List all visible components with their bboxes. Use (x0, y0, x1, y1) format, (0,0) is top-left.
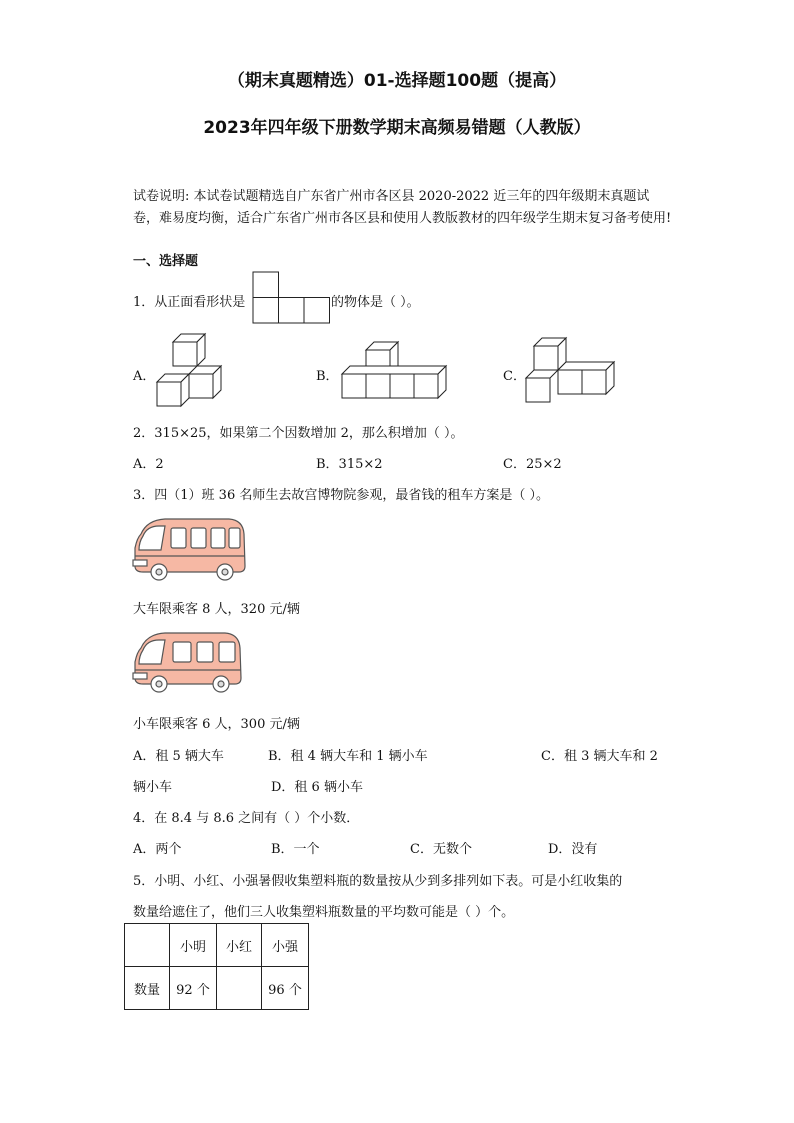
table-cell: 92 个 (170, 967, 217, 1010)
q4-option-a[interactable]: A．两个 (133, 842, 182, 857)
page-title: （期末真题精选）01-选择题100题（提高） (227, 71, 567, 91)
small-bus-image (131, 628, 245, 694)
small-bus-label: 小车限乘客 6 人，300 元/辆 (133, 717, 300, 732)
big-bus-image (131, 514, 249, 582)
table-header-cell: 小明 (170, 924, 217, 967)
q5-stem-line1: 5．小明、小红、小强暑假收集塑料瓶的数量按从少到多排列如下表。可是小红收集的 (133, 874, 623, 889)
table-header-cell (125, 924, 170, 967)
page-subtitle: 2023年四年级下册数学期末高频易错题（人教版） (203, 118, 591, 138)
intro-text: 试卷说明: 本试卷试题精选自广东省广州市各区县 2020-2022 近三年的四年级期末真题试卷，难易度均衡，适合广东省广州市各区县和使用人教版教材的四年级学生期末复习备考使用! (133, 189, 672, 226)
table-header-cell: 小红 (217, 924, 262, 967)
section-title: 一、选择题 (133, 254, 199, 269)
q1-option-b[interactable]: B． (316, 369, 339, 384)
q1-option-c-figure (524, 338, 618, 406)
q4-option-c[interactable]: C．无数个 (410, 842, 472, 857)
q3-option-b[interactable]: B．租 4 辆大车和 1 辆小车 (268, 749, 428, 764)
q5-table (124, 923, 309, 1010)
q1-front-view-shape (252, 271, 332, 327)
q3-option-c[interactable]: C．租 3 辆大车和 2 (541, 749, 658, 764)
q3-option-a[interactable]: A．租 5 辆大车 (133, 749, 224, 764)
q1-option-a-figure (155, 334, 227, 412)
q3-option-d[interactable]: D．租 6 辆小车 (271, 780, 363, 795)
table-header-row (125, 924, 309, 967)
big-bus-label: 大车限乘客 8 人，320 元/辆 (133, 602, 300, 617)
q1-stem-after: 的物体是（ ）。 (331, 295, 420, 310)
table-cell: 96 个 (262, 967, 309, 1010)
q2-option-b[interactable]: B．315×2 (316, 457, 383, 472)
q1-option-c[interactable]: C． (503, 369, 526, 384)
q5-stem-line2: 数量给遮住了，他们三人收集塑料瓶数量的平均数可能是（ ）个。 (133, 905, 515, 920)
q3-option-c-cont: 辆小车 (133, 780, 173, 795)
q2-stem: 2．315×25，如果第二个因数增加 2，那么积增加（ ）。 (133, 426, 464, 441)
q4-option-d[interactable]: D．没有 (548, 842, 598, 857)
q4-stem: 4．在 8.4 与 8.6 之间有（ ）个小数． (133, 811, 360, 826)
table-header-cell: 小强 (262, 924, 309, 967)
table-cell (217, 967, 262, 1010)
q1-option-a[interactable]: A． (133, 369, 156, 384)
q2-option-a[interactable]: A．2 (133, 457, 164, 472)
q1-option-b-figure (340, 342, 450, 402)
q3-stem: 3．四（1）班 36 名师生去故宫博物院参观，最省钱的租车方案是（ ）。 (133, 488, 549, 503)
q1-stem-before: 1．从正面看形状是 (133, 295, 246, 310)
q4-option-b[interactable]: B．一个 (271, 842, 320, 857)
table-cell: 数量 (125, 967, 170, 1010)
q2-option-c[interactable]: C．25×2 (503, 457, 562, 472)
table-row (125, 967, 309, 1010)
